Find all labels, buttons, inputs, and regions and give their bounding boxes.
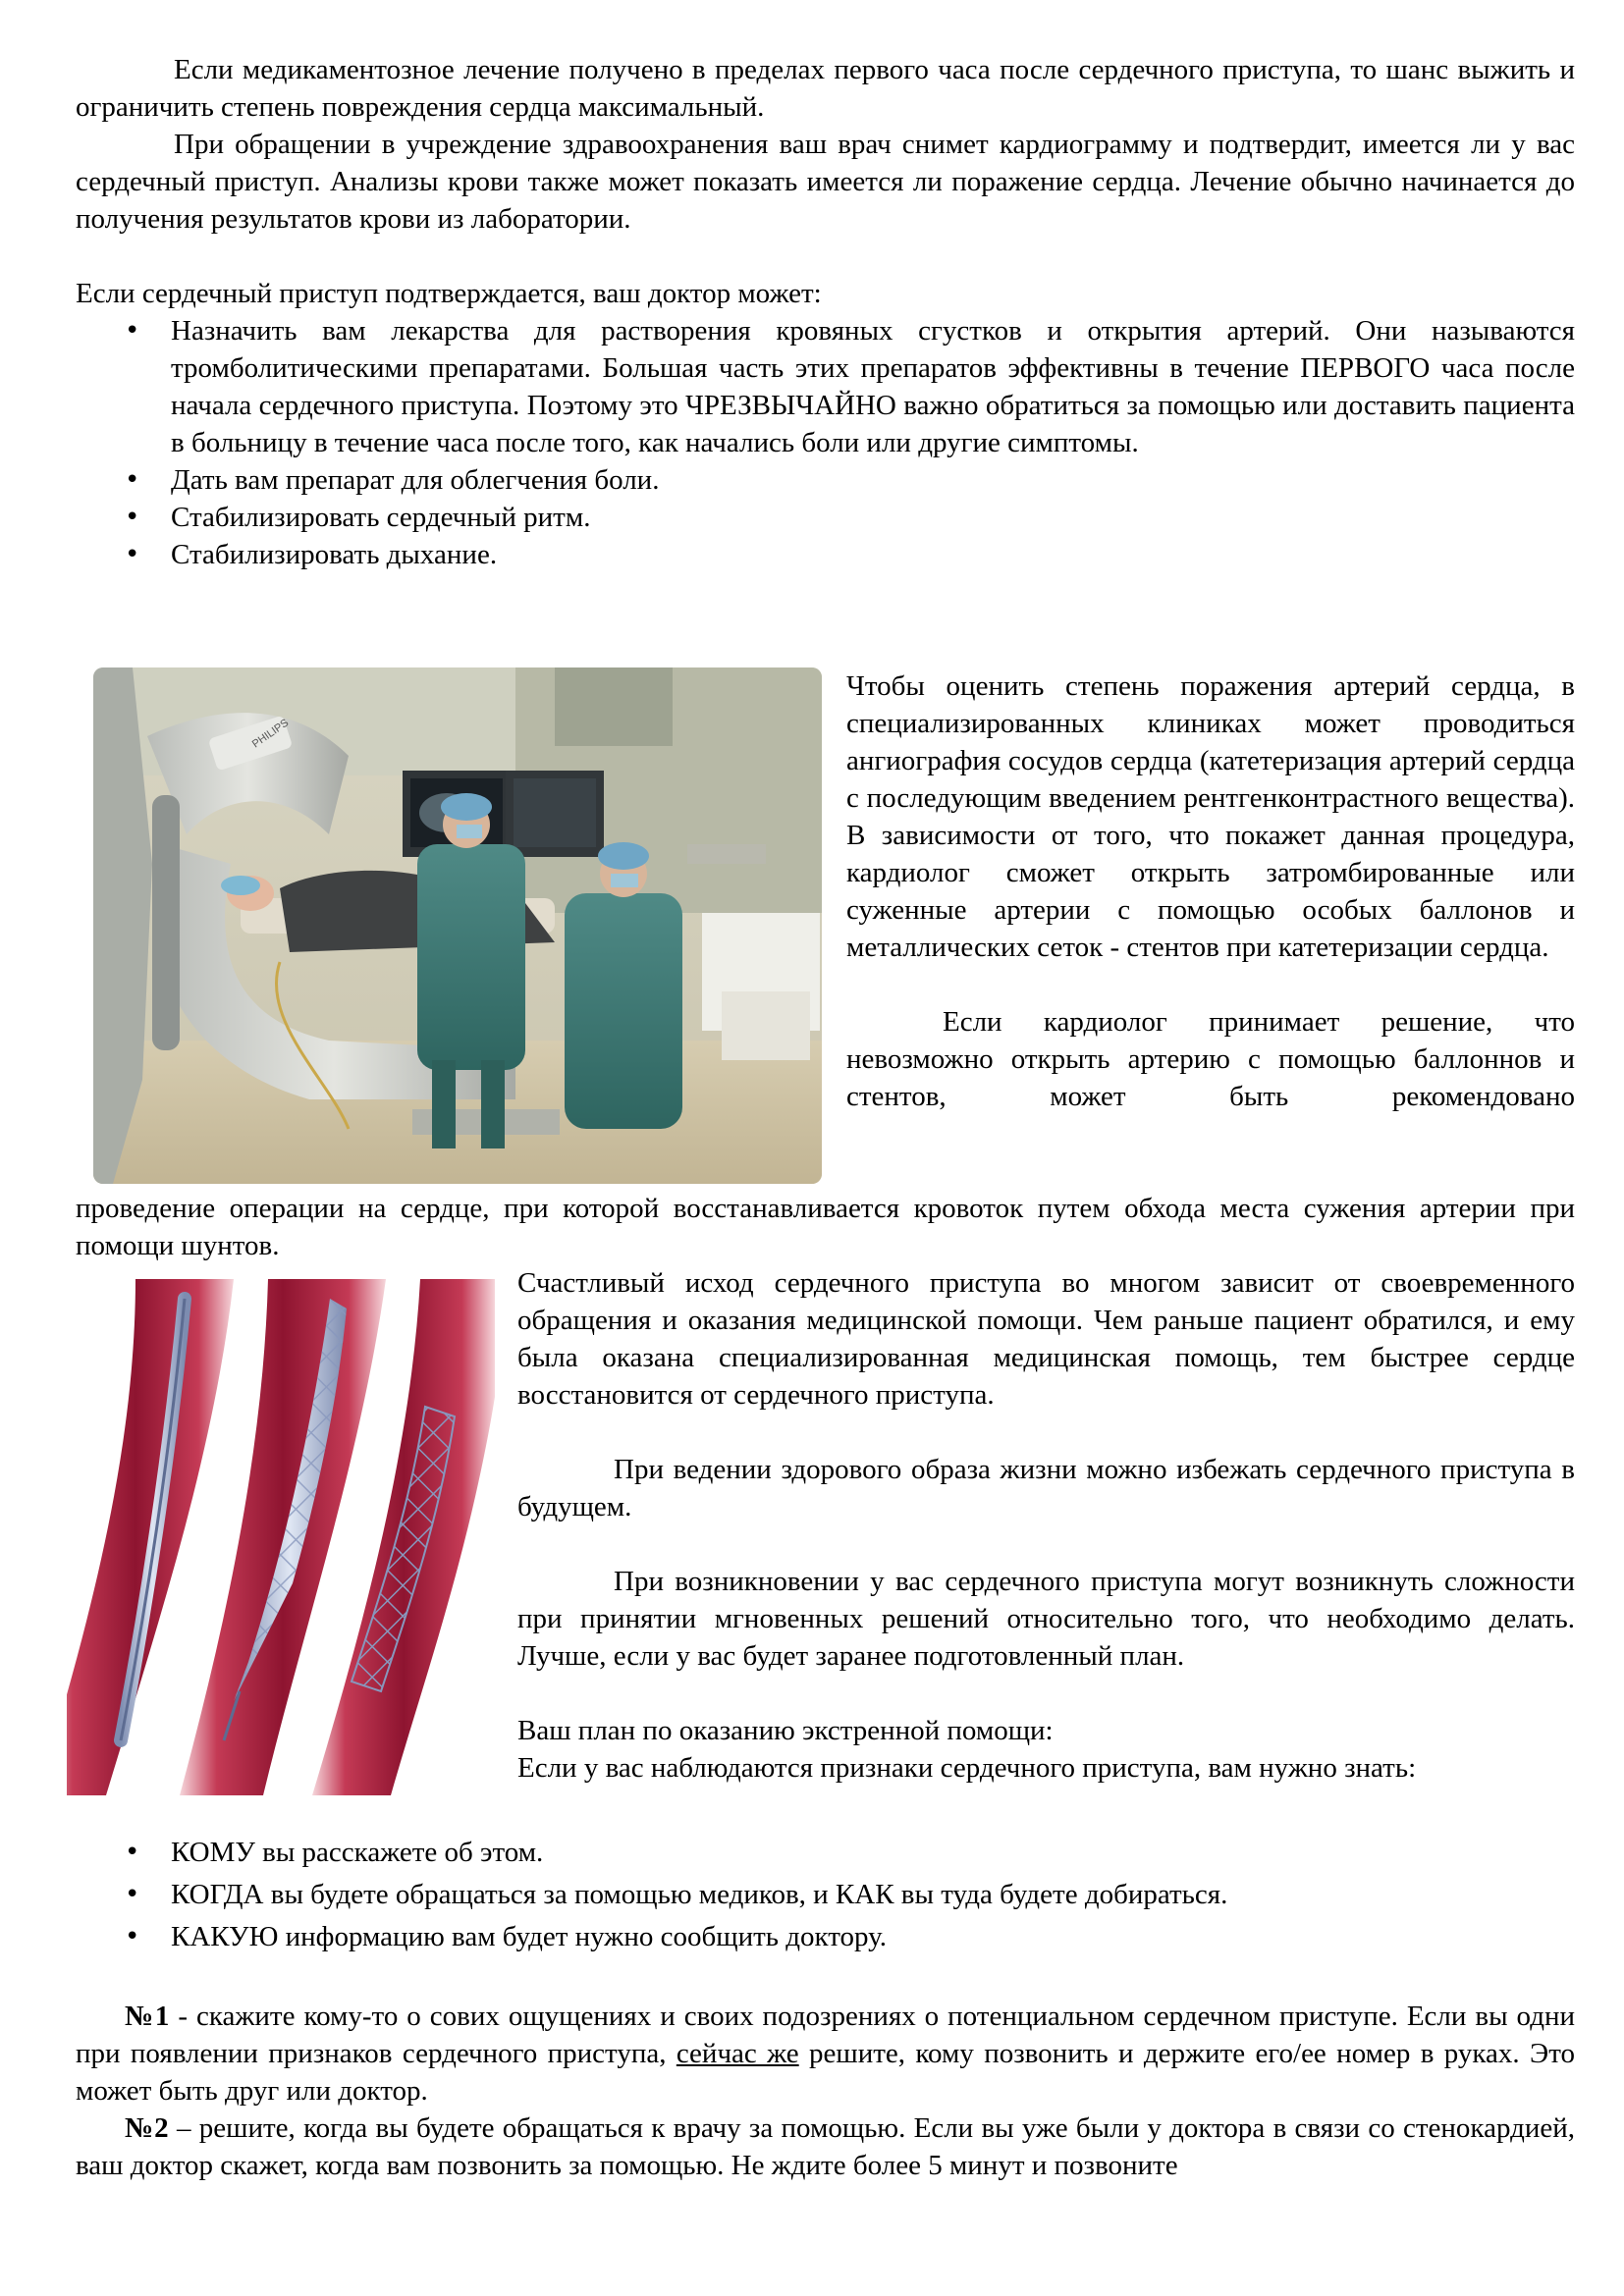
step-2-paragraph xyxy=(76,2109,1575,2184)
surgery-paragraph-end: проведение операции на сердце, при которой восстанавливается кровоток путем обхода места сужения артерии при помощи шунтов. xyxy=(76,1193,1575,1261)
intro-paragraph-3: Если сердечный приступ подтверждается, ваш доктор может: xyxy=(76,278,822,309)
step-2-text: – решите, когда вы будете обращаться к врачу за помощью. Если вы уже были у доктора в связи со стенокардией, ваш доктор скажет, когда вам позвонить за помощью. Не ждите более 5 минут и позвоните xyxy=(76,2112,1575,2181)
outcome-paragraph-1: Счастливый исход сердечного приступа во многом зависит от своевременного обращения и оказания медицинской помощи. Чем раньше пациент обратился, и ему была оказана специализированная медицинская помощь, тем быстрее сердце восстановится от сердечного приступа. xyxy=(517,1267,1575,1411)
angiography-paragraph: Чтобы оценить степень поражения артерий сердца, в специализированных клиниках может проводиться ангиография сосудов сердца (катетеризация артерий сердца с последующим введением рентгенконтрастного вещества). В зависимости от того, что покажет данная процедура, кардиолог сможет открыть затромбированные или суженные артерии с помощью особых баллонов и металлических сеток - стентов при катетеризации сердца. xyxy=(846,670,1575,963)
intro-paragraph-1: Если медикаментозное лечение получено в пределах первого часа после сердечного приступа, то шанс выжить и ограничить степень повреждения сердца максимальный. xyxy=(76,54,1575,123)
list-item: • Стабилизировать сердечный ритм. xyxy=(76,499,1575,536)
doctor-actions-list xyxy=(76,312,1575,573)
list-item: • КОГДА вы будете обращаться за помощью медиков, и КАК вы туда будете добираться. xyxy=(76,1876,1575,1913)
plan-heading: Ваш план по оказанию экстренной помощи: xyxy=(517,1715,1054,1746)
plan-section xyxy=(76,1834,1575,2184)
intro-section xyxy=(76,51,1575,573)
outcome-paragraph-2: При ведении здорового образа жизни можно избежать сердечного приступа в будущем. xyxy=(517,1454,1575,1522)
list-item: • Назначить вам лекарства для растворения кровяных сгустков и открытия артерий. Они называются тромболитическими препаратами. Большая часть этих препаратов эффективны в течение ПЕРВОГО часа после начала сердечного приступа. Поэтому это ЧРЕЗВЫЧАЙНО важно обратиться за помощью или доставить пациента в больницу в течение часа после того, как начались боли или другие симптомы. xyxy=(76,312,1575,461)
philips-logo: PHILIPS xyxy=(249,717,292,751)
plan-intro: Если у вас наблюдаются признаки сердечного приступа, вам нужно знать: xyxy=(517,1752,1417,1784)
step-1-emphasis: сейчас же xyxy=(676,2038,799,2069)
surgery-continuation xyxy=(76,1190,1575,1264)
step-1-text: - скажите кому-то о сових ощущениях и своих подозрениях о потенциальном сердечном приступе. Если вы одни при появлении признаков сердечного приступа, xyxy=(76,2001,1575,2069)
angiography-section xyxy=(846,667,1575,1152)
list-item: • Стабилизировать дыхание. xyxy=(76,536,1575,573)
list-item: • КАКУЮ информацию вам будет нужно сообщить доктору. xyxy=(76,1918,1575,1955)
outcome-section xyxy=(517,1264,1575,1787)
stent-illustration xyxy=(67,1279,495,1795)
list-item: • Дать вам препарат для облегчения боли. xyxy=(76,461,1575,499)
cath-lab-photo xyxy=(93,667,822,1184)
outcome-paragraph-3: При возникновении у вас сердечного приступа могут возникнуть сложности при принятии мгновенных решений относительно того, что необходимо делать. Лучше, если у вас будет заранее подготовленный план. xyxy=(517,1566,1575,1672)
surgery-paragraph-start: Если кардиолог принимает решение, что невозможно открыть артерию с помощью баллоннов и стентов, может быть рекомендовано xyxy=(846,1006,1575,1112)
list-item: • КОМУ вы расскажете об этом. xyxy=(76,1834,1575,1871)
plan-list xyxy=(76,1834,1575,1955)
step-1-label: №1 xyxy=(125,2001,170,2032)
step-2-label: №2 xyxy=(125,2112,169,2144)
step-1-text-end: решите, кому позвонить и держите его/ее номер в руках. Это может быть друг или доктор. xyxy=(76,2038,1575,2107)
intro-paragraph-2: При обращении в учреждение здравоохранения ваш врач снимет кардиограмму и подтвердит, имеется ли у вас сердечный приступ. Анализы крови также может показать имеется ли поражение сердца. Лечение обычно начинается до получения результатов крови из лаборатории. xyxy=(76,129,1575,235)
step-1-paragraph xyxy=(76,1998,1575,2109)
